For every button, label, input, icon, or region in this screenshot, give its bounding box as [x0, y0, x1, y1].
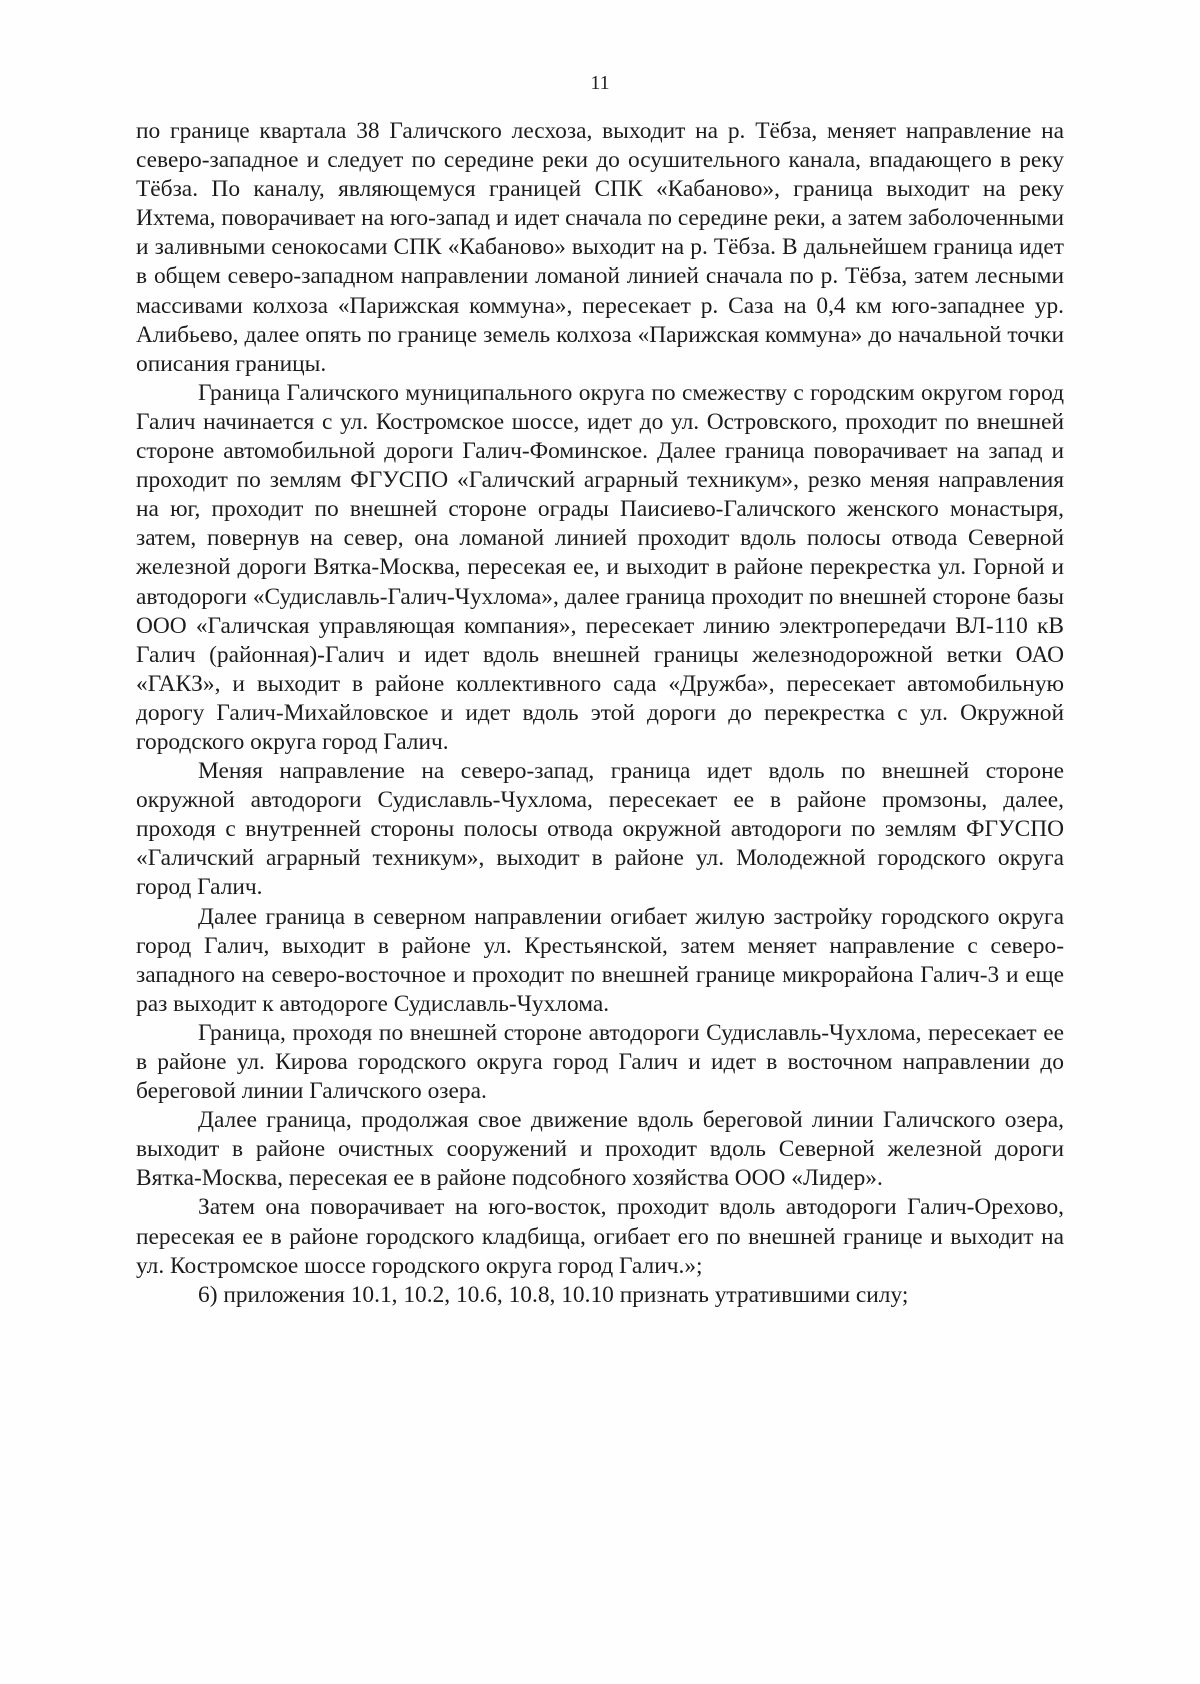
paragraph-2: Граница Галичского муниципального округа по смежеству с городским округом город Галич начинается с ул. Костромское шоссе, идет до ул. Островского, проходит по внешней стороне автомобильной дороги Галич-Фоминское. Далее граница поворачивает на запад и проходит по землям ФГУСПО «Галичский аграрный техникум», резко меняя направления на юг, проходит по внешней стороне ограды Паисиево-Галичского женского монастыря, затем, повернув на север, она ломаной линией проходит вдоль полосы отвода Северной железной дороги Вятка-Москва, пересекая ее, и выходит в районе перекрестка ул. Горной и автодороги «Судиславль-Галич-Чухлома», далее граница проходит по внешней стороне базы ООО «Галичская управляющая компания», пересекает линию электропередачи ВЛ-110 кВ Галич (районная)-Галич и идет вдоль внешней границы железнодорожной ветки ОАО «ГАКЗ», и выходит в районе коллективного сада «Дружба», пересекает автомобильную дорогу Галич-Михайловское и идет вдоль этой дороги до перекрестка с ул. Окружной городского округа город Галич.: [136, 379, 1064, 755]
paragraph-7: Затем она поворачивает на юго-восток, проходит вдоль автодороги Галич-Орехово, пересекая ее в районе городского кладбища, огибает его по внешней границе и выходит на ул. Костромское шоссе городского округа город Галич.»;: [136, 1194, 1064, 1279]
paragraph-4: Далее граница в северном направлении огибает жилую застройку городского округа город Галич, выходит в районе ул. Крестьянской, затем меняет направление с северо-западного на северо-восточное и проходит по внешней границе микрорайона Галич-3 и еще раз выходит к автодороге Судиславль-Чухлома.: [136, 903, 1064, 1017]
page-number: 11: [590, 72, 610, 94]
paragraph-1: по границе квартала 38 Галичского лесхоза, выходит на р. Тёбза, меняет направление на северо-западное и следует по середине реки до осушительного канала, впадающего в реку Тёбза. По каналу, являющемуся границей СПК «Кабаново», граница выходит на реку Ихтема, поворачивает на юго-запад и идет сначала по середине реки, а затем заболоченными и заливными сенокосами СПК «Кабаново» выходит на р. Тёбза. В дальнейшем граница идет в общем северо-западном направлении ломаной линией сначала по р. Тёбза, затем лесными массивами колхоза «Парижская коммуна», пересекает р. Саза на 0,4 км юго-западнее ур. Алибьево, далее опять по границе земель колхоза «Парижская коммуна» до начальной точки описания границы.: [136, 118, 1064, 377]
paragraph-5: Граница, проходя по внешней стороне автодороги Судиславль-Чухлома, пересекает ее в районе ул. Кирова городского округа город Галич и идет в восточном направлении до береговой линии Галичского озера.: [136, 1019, 1064, 1105]
document-body: [136, 117, 1064, 1310]
paragraph-3: Меняя направление на северо-запад, граница идет вдоль по внешней стороне окружной автодороги Судиславль-Чухлома, пересекает ее в районе промзоны, далее, проходя с внутренней стороны полосы отвода окружной автодороги по землям ФГУСПО «Галичский аграрный техникум», выходит в районе ул. Молодежной городского округа город Галич.: [136, 758, 1064, 901]
paragraph-8: 6) приложения 10.1, 10.2, 10.6, 10.8, 10.10 признать утратившими силу;: [198, 1281, 909, 1308]
paragraph-6: Далее граница, продолжая свое движение вдоль береговой линии Галичского озера, выходит в районе очистных сооружений и проходит вдоль Северной железной дороги Вятка-Москва, пересекая ее в районе подсобного хозяйства ООО «Лидер».: [136, 1107, 1064, 1192]
